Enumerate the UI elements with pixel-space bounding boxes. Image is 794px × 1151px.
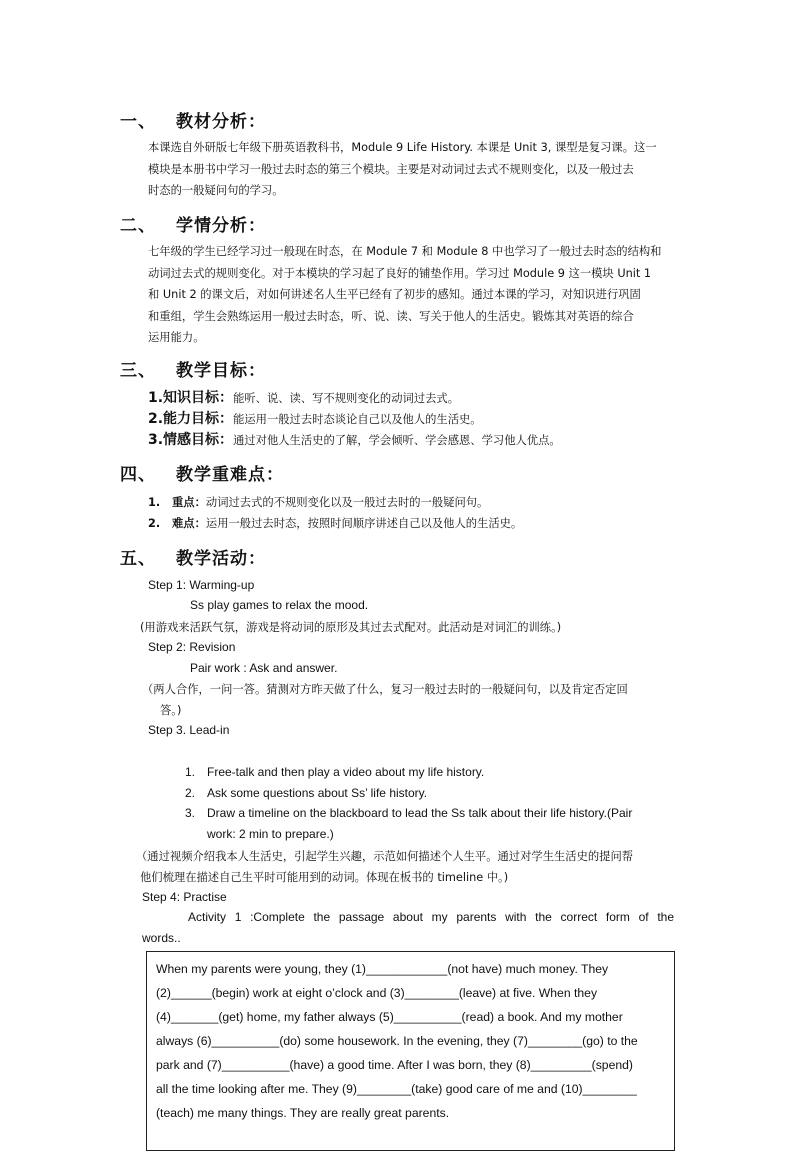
key-point-item [148,494,488,510]
passage-line: park and (7)__________(have) a good time. After I was born, they (8)_________(spend) [156,1058,633,1072]
goal-item [148,387,459,407]
paragraph-line: 本课选自外研版七年级下册英语教科书，Module 9 Life History. 本课是 Unit 3, 课型是复习课。这一 [148,141,657,154]
goal-item [148,408,482,428]
goal-label: 2.能力目标： [148,411,234,427]
step-4-title: Step 4: Practise [142,890,227,904]
list-number: 1. [185,765,196,779]
paragraph-line: 动词过去式的规则变化。对于本模块的学习起了良好的铺垫作用。学习过 Module 9 这一模块 Unit 1 [148,266,652,280]
step-2-title: Step 2: Revision [148,640,236,654]
item-text: Free-talk and then play a video about my life history. [207,765,485,779]
step-2-text: Pair work : Ask and answer. [190,661,338,675]
section-heading-2 [120,211,266,236]
section-number: 五、 [120,549,156,569]
list-number: 3. [185,806,196,820]
passage-line: all the time looking after me. They (9)________(take) good care of me and (10)________ [156,1082,637,1096]
item-text: Draw a timeline on the blackboard to lead the Ss talk about their life history.(Pair [207,806,633,820]
step-4-text: Activity 1 :Complete the passage about my parents with the correct form of the [188,910,674,924]
passage-line: (teach) me many things. They are really great parents. [156,1106,450,1120]
section-heading-5 [120,544,266,569]
step-4-text-cont: words.. [142,931,181,945]
paragraph-line: 和 Unit 2 的课文后，对如何讲述名人生平已经有了初步的感知。通过本课的学习，对知识进行巩固 [148,288,641,301]
goal-text: 通过对他人生活史的了解，学会倾听、学会感恩、学习他人优点。 [233,434,561,447]
point-label: 难点： [172,517,206,530]
step-1-note: (用游戏来活跃气氛，游戏是将动词的原形及其过去式配对。此活动是对词汇的训练。) [140,621,562,634]
section-paragraph-2 [148,241,676,349]
paragraph-line: 时态的一般疑问句的学习。 [148,184,284,197]
passage-line: When my parents were young, they (1)____________(not have) much money. They [156,962,609,976]
section-title: 教学活动： [176,549,266,569]
section-paragraph-1 [148,137,676,202]
section-number: 三、 [120,361,156,381]
key-point-item [148,515,522,531]
section-heading-1 [120,107,266,132]
step-3-title: Step 3. Lead-in [148,723,230,737]
paragraph-line: 模块是本册书中学习一般过去时态的第三个模块。主要是对动词过去式不规则变化，以及一般过去 [148,162,634,176]
goal-item [148,429,561,449]
lead-in-item [185,765,484,779]
step-2-note: （两人合作，一问一答。猜测对方昨天做了什么，复习一般过去时的一般疑问句，以及肯定否定回 [142,683,628,696]
section-heading-4 [120,460,284,485]
step-2-note-cont: 答。) [160,704,182,717]
step-3-note-cont: 他们梳理在描述自己生平时可能用到的动词。体现在板书的 timeline 中。) [140,871,509,884]
section-number: 一、 [120,112,156,132]
lead-in-item-cont: work: 2 min to prepare.) [207,827,334,841]
lead-in-item [185,786,427,800]
paragraph-line: 运用能力。 [148,331,205,344]
goal-text: 能听、说、读、写不规则变化的动词过去式。 [233,392,460,405]
step-3-note: （通过视频介绍我本人生活史，引起学生兴趣，示范如何描述个人生平。通过对学生生活史的提问帮 [136,850,634,863]
list-number: 2. [185,786,196,800]
section-number: 四、 [120,465,156,485]
section-number: 二、 [120,216,156,236]
paragraph-line: 七年级的学生已经学习过一般现在时态，在 Module 7 和 Module 8 中也学习了一般过去时态的结构和 [148,245,662,258]
section-heading-3 [120,356,266,381]
item-text: Ask some questions about Ss’ life history. [207,786,428,800]
section-title: 教材分析： [176,112,266,132]
step-1-title: Step 1: Warming-up [148,578,255,592]
section-title: 教学重难点： [176,465,284,485]
point-text: 运用一般过去时态，按照时间顺序讲述自己以及他人的生活史。 [205,517,523,530]
passage-line: always (6)__________(do) some housework. In the evening, they (7)________(go) to the [156,1034,638,1048]
passage-line: (2)______(begin) work at eight o’clock and (3)________(leave) at five. When they [156,986,598,1000]
goal-label: 3.情感目标： [148,432,234,448]
goal-text: 能运用一般过去时态谈论自己以及他人的生活史。 [233,413,482,426]
paragraph-line: 和重组，学生会熟练运用一般过去时态，听、说、读、写关于他人的生活史。锻炼其对英语的综合 [148,309,634,323]
list-number: 1. [148,496,161,509]
lead-in-item [185,806,632,820]
passage-line: (4)_______(get) home, my father always (5)__________(read) a book. And my mother [156,1010,623,1024]
goal-label: 1.知识目标： [148,390,234,406]
step-1-text: Ss play games to relax the mood. [190,598,369,612]
section-title: 学情分析： [176,216,266,236]
list-number: 2. [148,517,161,530]
point-label: 重点： [172,496,206,509]
section-title: 教学目标： [176,361,266,381]
point-text: 动词过去式的不规则变化以及一般过去时的一般疑问句。 [205,496,489,509]
passage-text [156,957,666,1125]
